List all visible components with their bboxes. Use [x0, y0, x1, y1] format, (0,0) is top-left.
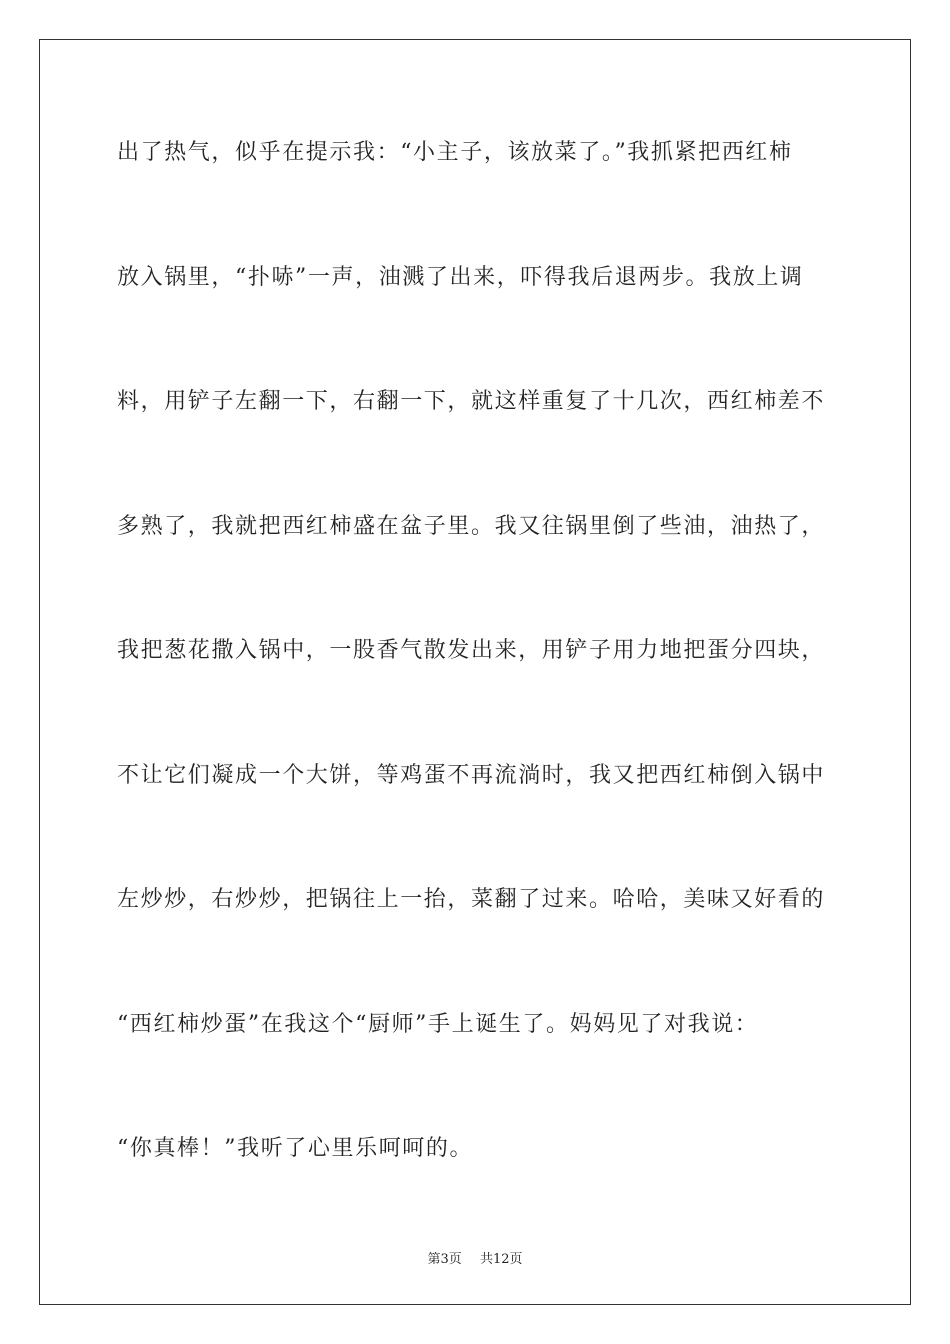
- text-line: 我把葱花撒入锅中，一股香气散发出来，用铲子用力地把蛋分四块，: [117, 638, 826, 663]
- page-footer: [0, 1248, 950, 1267]
- page-number: 第3页: [427, 1252, 462, 1267]
- page-total: 共12页: [479, 1252, 523, 1267]
- text-line: 左炒炒，右炒炒，把锅往上一抬，菜翻了过来。哈哈，美味又好看的: [117, 887, 826, 912]
- text-line: 放入锅里，“扑哧”一声，油溅了出来，吓得我后退两步。我放上调: [117, 264, 804, 290]
- text-line: 多熟了，我就把西红柿盛在盆子里。我又往锅里倒了些油，油热了，: [117, 513, 826, 539]
- text-line: “你真棒！”我听了心里乐呵呵的。: [117, 1136, 474, 1161]
- text-line: 不让它们凝成一个大饼，等鸡蛋不再流淌时，我又把西红柿倒入锅中: [117, 762, 826, 788]
- text-line: 料，用铲子左翻一下，右翻一下，就这样重复了十几次，西红柿差不: [117, 389, 826, 414]
- text-line: 出了热气，似乎在提示我：“小主子，该放菜了。”我抓紧把西红柿: [117, 140, 793, 165]
- document-body: [117, 128, 837, 1249]
- text-line: “西红柿炒蛋”在我这个“厨师”手上诞生了。妈妈见了对我说：: [117, 1011, 759, 1037]
